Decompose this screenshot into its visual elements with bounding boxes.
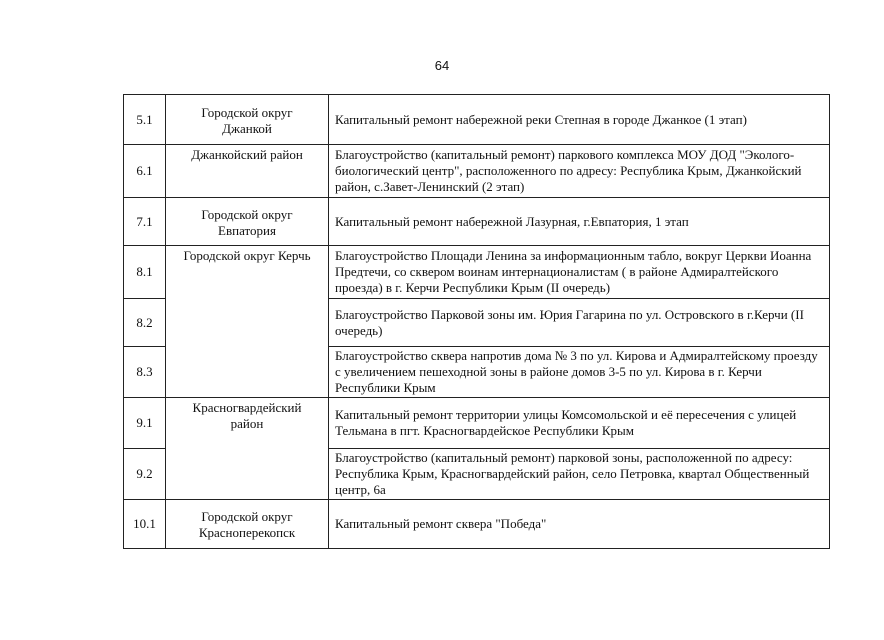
description-cell: Благоустройство Парковой зоны им. Юрия Гагарина по ул. Островского в г.Керчи (II очередь) bbox=[329, 299, 830, 347]
row-number: 10.1 bbox=[124, 500, 166, 549]
table-row bbox=[124, 145, 830, 198]
row-number: 5.1 bbox=[124, 95, 166, 145]
table-row bbox=[124, 95, 830, 145]
description-cell: Благоустройство (капитальный ремонт) парковой зоны, расположенной по адресу: Республика Крым, Красногвардейский район, село Петровка, квартал Общественный центр, 6а bbox=[329, 449, 830, 500]
description-cell: Капитальный ремонт набережной Лазурная, г.Евпатория, 1 этап bbox=[329, 198, 830, 246]
district-cell bbox=[166, 500, 329, 549]
description-cell: Капитальный ремонт набережной реки Степная в городе Джанкое (1 этап) bbox=[329, 95, 830, 145]
description-cell: Благоустройство сквера напротив дома № 3 по ул. Кирова и Адмиралтейскому проезду с увеличением пешеходной зоны в районе домов 3-5 по ул. Кирова в г. Керчи Республики Крым bbox=[329, 347, 830, 398]
district-name: Городской округ Красноперекопск bbox=[198, 509, 296, 540]
row-number: 9.1 bbox=[124, 398, 166, 449]
district-name: Городской округ Джанкой bbox=[201, 104, 293, 136]
description-cell: Капитальный ремонт сквера "Победа" bbox=[329, 500, 830, 549]
row-number: 6.1 bbox=[124, 145, 166, 198]
description-cell: Благоустройство Площади Ленина за информационным табло, вокруг Церкви Иоанна Предтечи, со сквером воинам интернационалистам ( в районе Адмиралтейского проезда) в г. Керчи Республики Крым (II очередь) bbox=[329, 246, 830, 299]
description-cell: Благоустройство (капитальный ремонт) паркового комплекса МОУ ДОД "Эколого-биологический центр", расположенного по адресу: Республика Крым, Джанкойский район, с.Завет-Ленинский (2 этап) bbox=[329, 145, 830, 198]
projects-table bbox=[123, 94, 830, 549]
row-number: 8.1 bbox=[124, 246, 166, 299]
description-cell: Капитальный ремонт территории улицы Комсомольской и её пересечения с улицей Тельмана в пгт. Красногвардейское Республики Крым bbox=[329, 398, 830, 449]
district-cell bbox=[166, 198, 329, 246]
district-name: Красногвардейский район bbox=[192, 400, 302, 431]
table-row bbox=[124, 198, 830, 246]
table-row bbox=[124, 500, 830, 549]
district-name: Джанкойский район bbox=[191, 147, 303, 162]
page-number: 64 bbox=[434, 58, 450, 73]
table-row bbox=[124, 246, 830, 299]
district-name: Городской округ Евпатория bbox=[201, 206, 293, 238]
table-row bbox=[124, 398, 830, 449]
district-cell bbox=[166, 246, 329, 398]
district-cell bbox=[166, 95, 329, 145]
row-number: 8.2 bbox=[124, 299, 166, 347]
row-number: 7.1 bbox=[124, 198, 166, 246]
district-cell bbox=[166, 145, 329, 198]
district-name: Городской округ Керчь bbox=[183, 248, 311, 263]
district-cell bbox=[166, 398, 329, 500]
row-number: 8.3 bbox=[124, 347, 166, 398]
row-number: 9.2 bbox=[124, 449, 166, 500]
